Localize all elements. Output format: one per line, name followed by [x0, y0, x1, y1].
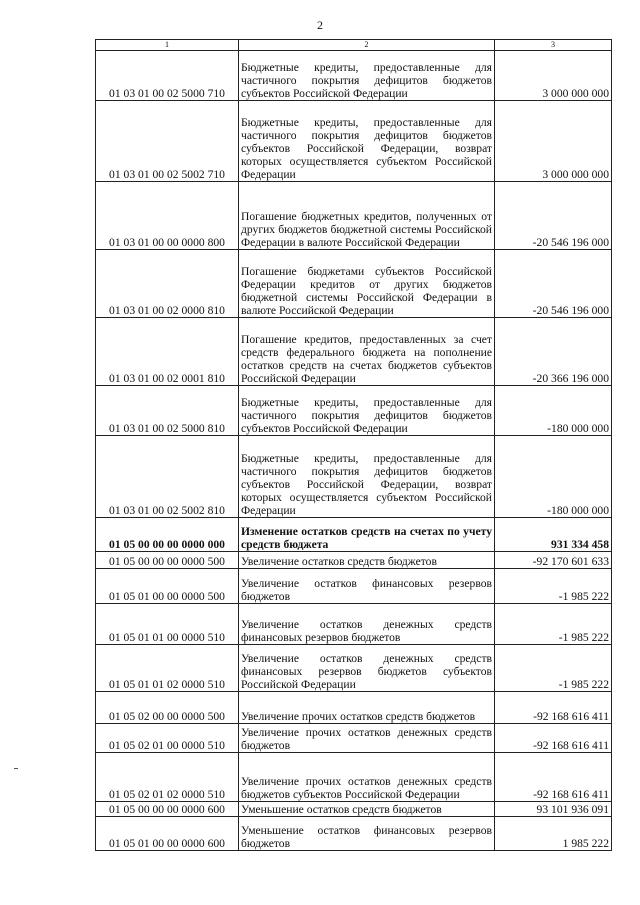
table-row — [96, 182, 612, 250]
table-row — [96, 604, 612, 645]
row-description: Увеличение прочих остатков денежных средств бюджетов субъектов Российской Федерации — [239, 753, 495, 802]
row-code: 01 05 01 01 00 0000 510 — [96, 604, 239, 645]
row-amount: -1 985 222 — [495, 604, 612, 645]
row-code: 01 05 00 00 00 0000 000 — [96, 518, 239, 552]
row-amount: -20 366 196 000 — [495, 318, 612, 386]
row-code: 01 03 01 00 02 5002 710 — [96, 101, 239, 182]
row-code: 01 05 02 01 02 0000 510 — [96, 753, 239, 802]
row-amount: 3 000 000 000 — [495, 51, 612, 101]
row-code: 01 05 00 00 00 0000 600 — [96, 802, 239, 817]
budget-sources-table — [95, 39, 612, 851]
row-description: Уменьшение остатков финансовых резервов бюджетов — [239, 817, 495, 851]
row-code: 01 03 01 00 00 0000 800 — [96, 182, 239, 250]
row-amount: -92 170 601 633 — [495, 552, 612, 569]
table-row — [96, 250, 612, 318]
table-body — [96, 51, 612, 851]
row-code: 01 03 01 00 02 5000 710 — [96, 51, 239, 101]
row-description: Увеличение прочих остатков средств бюджетов — [239, 692, 495, 724]
table-row — [96, 436, 612, 518]
row-amount: 1 985 222 — [495, 817, 612, 851]
row-description: Увеличение остатков средств бюджетов — [239, 552, 495, 569]
row-description: Бюджетные кредиты, предоставленные для частичного покрытия дефицитов бюджетов субъектов Российской Федерации, возврат которых осуществляется субъектом Российской Федерации — [239, 101, 495, 182]
row-code: 01 05 02 01 00 0000 510 — [96, 724, 239, 753]
row-code: 01 03 01 00 02 5000 810 — [96, 386, 239, 436]
row-description: Бюджетные кредиты, предоставленные для частичного покрытия дефицитов бюджетов субъектов Российской Федерации — [239, 386, 495, 436]
row-amount: -180 000 000 — [495, 436, 612, 518]
row-code: 01 03 01 00 02 0001 810 — [96, 318, 239, 386]
column-header-code: 1 — [96, 40, 239, 51]
row-amount: 93 101 936 091 — [495, 802, 612, 817]
table-row — [96, 386, 612, 436]
row-description: Увеличение остатков денежных средств финансовых резервов бюджетов — [239, 604, 495, 645]
row-amount: -180 000 000 — [495, 386, 612, 436]
row-description: Изменение остатков средств на счетах по учету средств бюджета — [239, 518, 495, 552]
row-amount: -20 546 196 000 — [495, 182, 612, 250]
table-row — [96, 724, 612, 753]
table-row — [96, 569, 612, 604]
row-description: Погашение бюджетных кредитов, полученных от других бюджетов бюджетной системы Российской Федерации в валюте Российской Федерации — [239, 182, 495, 250]
table-row — [96, 552, 612, 569]
table-row — [96, 101, 612, 182]
row-amount: -20 546 196 000 — [495, 250, 612, 318]
row-code: 01 05 01 01 02 0000 510 — [96, 645, 239, 692]
row-description: Увеличение остатков финансовых резервов бюджетов — [239, 569, 495, 604]
table-row — [96, 51, 612, 101]
row-amount: 931 334 458 — [495, 518, 612, 552]
table-row — [96, 753, 612, 802]
column-header-amount: 3 — [495, 40, 612, 51]
row-description: Погашение кредитов, предоставленных за счет средств федерального бюджета на пополнение остатков средств на счетах бюджетов субъектов Российской Федерации — [239, 318, 495, 386]
row-description: Увеличение остатков денежных средств финансовых резервов бюджетов субъектов Российской Федерации — [239, 645, 495, 692]
row-code: 01 05 01 00 00 0000 600 — [96, 817, 239, 851]
row-description: Увеличение прочих остатков денежных средств бюджетов — [239, 724, 495, 753]
table-row — [96, 802, 612, 817]
row-amount: -92 168 616 411 — [495, 692, 612, 724]
row-description: Погашение бюджетами субъектов Российской Федерации кредитов от других бюджетов бюджетной системы Российской Федерации в валюте Российской Федерации — [239, 250, 495, 318]
row-amount: -92 168 616 411 — [495, 753, 612, 802]
row-amount: -1 985 222 — [495, 569, 612, 604]
table-row — [96, 518, 612, 552]
row-description: Бюджетные кредиты, предоставленные для частичного покрытия дефицитов бюджетов субъектов Российской Федерации, возврат которых осуществляется субъектом Российской Федерации — [239, 436, 495, 518]
row-amount: 3 000 000 000 — [495, 101, 612, 182]
table-header-row — [96, 40, 612, 51]
margin-mark — [14, 768, 18, 769]
row-amount: -92 168 616 411 — [495, 724, 612, 753]
row-amount: -1 985 222 — [495, 645, 612, 692]
table-row — [96, 318, 612, 386]
page-number: 2 — [317, 18, 323, 32]
column-header-description: 2 — [239, 40, 495, 51]
row-description: Бюджетные кредиты, предоставленные для частичного покрытия дефицитов бюджетов субъектов Российской Федерации — [239, 51, 495, 101]
table-row — [96, 817, 612, 851]
row-code: 01 05 01 00 00 0000 500 — [96, 569, 239, 604]
row-description: Уменьшение остатков средств бюджетов — [239, 802, 495, 817]
table-row — [96, 645, 612, 692]
row-code: 01 05 00 00 00 0000 500 — [96, 552, 239, 569]
table-row — [96, 692, 612, 724]
row-code: 01 05 02 00 00 0000 500 — [96, 692, 239, 724]
row-code: 01 03 01 00 02 0000 810 — [96, 250, 239, 318]
row-code: 01 03 01 00 02 5002 810 — [96, 436, 239, 518]
